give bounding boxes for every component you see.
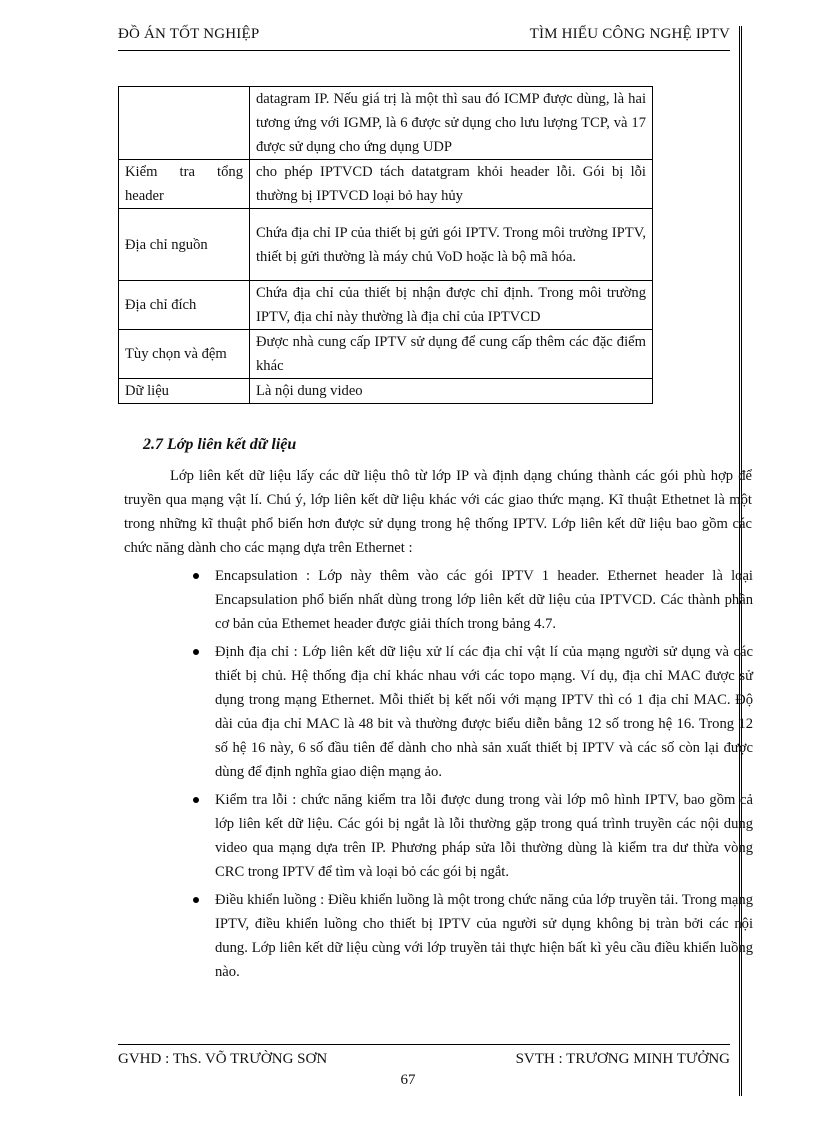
page-header xyxy=(118,24,730,51)
header-left-title: ĐỒ ÁN TỐT NGHIỆP xyxy=(118,26,260,42)
list-item xyxy=(193,788,753,884)
intro-paragraph: Lớp liên kết dữ liệu lấy các dữ liệu thô từ lớp IP và định dạng chúng thành các gói phù hợp để truyền qua mạng vật lí. Chú ý, lớp liên kết dữ liệu khác với các giao thức mạng. Kĩ thuật Ethetnet là một trong những kĩ thuật phổ biến hơn được sử dụng trong hệ thống IPTV. Lớp liên kết dữ liệu bao gồm các chức năng dành cho các mạng dựa trên Ethernet : xyxy=(124,468,752,556)
table-row xyxy=(119,379,653,404)
bullet-icon xyxy=(193,649,199,655)
field-name-cell xyxy=(119,87,250,160)
table-row xyxy=(119,281,653,330)
bullet-text: Kiểm tra lỗi : chức năng kiểm tra lỗi được dung trong vài lớp mô hình IPTV, bao gồm cả lớp liên kết dữ liệu. Các gói bị ngắt là lỗi thường gặp trong quá trình truyền các nội dung video qua mạng dựa trên IP. Phương pháp sửa lỗi thường dùng là kiểm tra dư thừa vòng CRC trong IPTV để tìm và loại bỏ các gói bị ngắt. xyxy=(215,792,753,880)
bullet-text: Encapsulation : Lớp này thêm vào các gói IPTV 1 header. Ethernet header là loại Encapsulation phổ biến nhất dùng trong lớp liên kết dữ liệu của IPTVCD. Các thành phần cơ bản của Ethemet header được giải thích trong bảng 4.7. xyxy=(215,568,753,632)
list-item xyxy=(193,640,753,784)
page-footer xyxy=(118,1044,730,1067)
field-description-cell: datagram IP. Nếu giá trị là một thì sau đó ICMP được dùng, là hai tương ứng với IGMP, là 6 được sử dụng cho lưu lượng TCP, và 17 được sử dụng cho ứng dụng UDP xyxy=(250,87,653,160)
table-row xyxy=(119,330,653,379)
footer-supervisor: GVHD : ThS. VÕ TRƯỜNG SƠN xyxy=(118,1051,328,1067)
bullet-icon xyxy=(193,897,199,903)
table-row xyxy=(119,209,653,281)
table-row xyxy=(119,160,653,209)
section-heading: 2.7 Lớp liên kết dữ liệu xyxy=(143,436,297,453)
field-description-cell: cho phép IPTVCD tách datatgram khỏi header lỗi. Gói bị lỗi thường bị IPTVCD loại bỏ hay hủy xyxy=(250,160,653,209)
field-description-cell: Chứa địa chỉ của thiết bị nhận được chỉ định. Trong môi trường IPTV, địa chỉ này thường là địa chỉ của IPTVCD xyxy=(250,281,653,330)
bullet-text: Định địa chỉ : Lớp liên kết dữ liệu xử lí các địa chỉ vật lí của mạng người sử dụng và các thiết bị chủ. Hệ thống địa chỉ khác nhau với các topo mạng. Ví dụ, địa chỉ MAC được sử dụng trong mạng Ethernet. Mỗi thiết bị kết nối với mạng IPTV thì có 1 địa chỉ MAC. Độ dài của địa chỉ MAC là 48 bit và thường được biểu diễn bằng 12 số trong hệ 16. Trong 12 số hệ 16 này, 6 số đầu tiên để dành cho nhà sản xuất thiết bị IPTV và các số còn lại được dùng để định nghĩa giao diện mạng ảo. xyxy=(215,644,753,780)
field-description-cell: Được nhà cung cấp IPTV sử dụng để cung cấp thêm các đặc điểm khác xyxy=(250,330,653,379)
header-right-title: TÌM HIỂU CÔNG NGHỆ IPTV xyxy=(529,26,730,42)
field-name-cell: Dữ liệu xyxy=(119,379,250,404)
footer-student: SVTH : TRƯƠNG MINH TƯỞNG xyxy=(515,1051,730,1067)
ip-header-fields-table xyxy=(118,86,653,404)
list-item xyxy=(193,888,753,984)
bullet-icon xyxy=(193,573,199,579)
table-row xyxy=(119,87,653,160)
field-name-cell: Địa chỉ nguồn xyxy=(119,209,250,281)
field-description-cell: Là nội dung video xyxy=(250,379,653,404)
list-item xyxy=(193,564,753,636)
field-name-cell: Tùy chọn và đệm xyxy=(119,330,250,379)
bullet-text: Điều khiển luồng : Điều khiển luồng là một trong chức năng của lớp truyền tải. Trong mạng IPTV, điều khiển luồng cho thiết bị IPTV của người sử dụng không bị tràn bởi các nội dung. Lớp liên kết dữ liệu cùng với lớp truyền tải thực hiện bất kì yêu cầu điều khiển luồng nào. xyxy=(215,892,753,980)
bullet-icon xyxy=(193,797,199,803)
function-bullet-list xyxy=(193,564,753,988)
field-name-cell: Địa chỉ đích xyxy=(119,281,250,330)
page-number: 67 xyxy=(400,1072,416,1088)
field-name-cell: Kiểm tra tổng header xyxy=(119,160,250,209)
field-description-cell: Chứa địa chỉ IP của thiết bị gửi gói IPTV. Trong môi trường IPTV, thiết bị gửi thường là máy chủ VoD hoặc là bộ mã hóa. xyxy=(250,209,653,281)
